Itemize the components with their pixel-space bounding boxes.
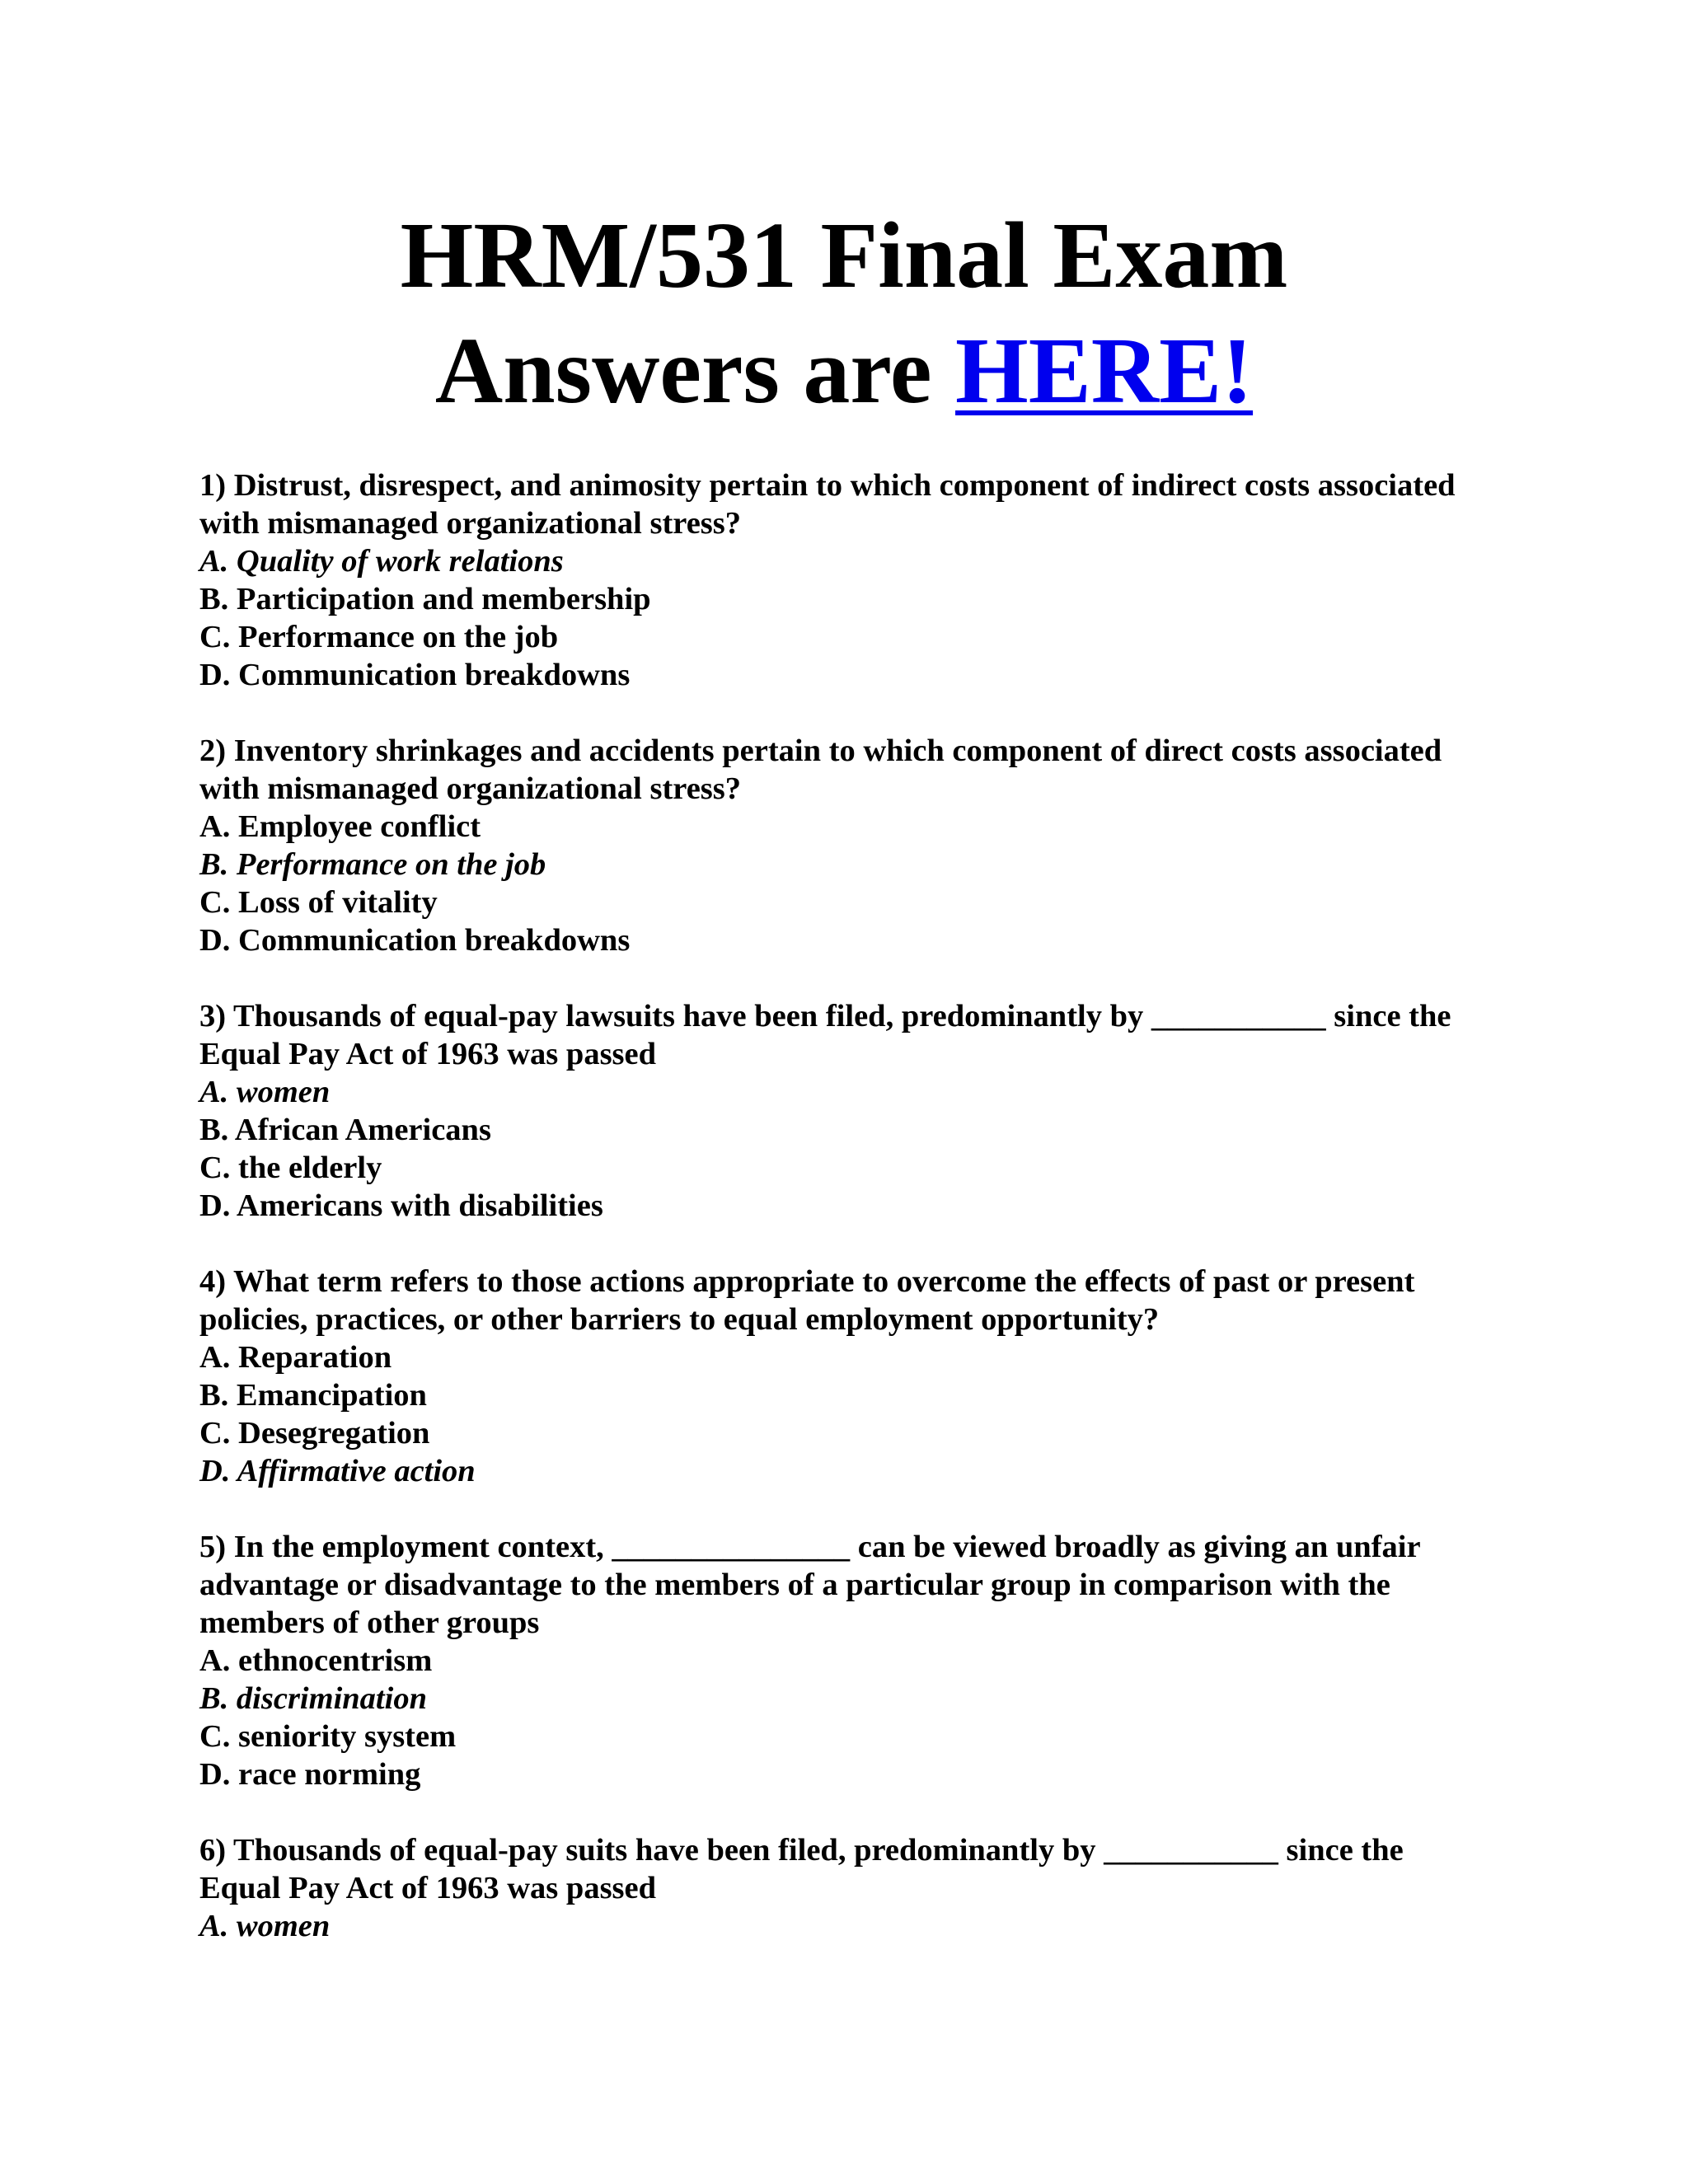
question-text: 1) Distrust, disrespect, and animosity pertain to which component of indirect costs associated with mismanaged organizational stress?	[199, 468, 1456, 541]
question-block	[199, 466, 1485, 694]
question-text: 6) Thousands of equal-pay suits have been filed, predominantly by ___________ since the Equal Pay Act of 1963 was passed	[199, 1833, 1404, 1905]
answer-option: D. race norming	[199, 1757, 421, 1792]
answer-option: B. African Americans	[199, 1113, 491, 1147]
answer-option: A. Reparation	[199, 1340, 392, 1375]
answer-option-correct: B. Performance on the job	[199, 847, 546, 882]
question-text: 3) Thousands of equal-pay lawsuits have been filed, predominantly by ___________ since the Equal Pay Act of 1963 was passed	[199, 999, 1451, 1071]
answer-option-correct: B. discrimination	[199, 1681, 427, 1716]
answer-option-correct: A. women	[199, 1075, 331, 1109]
answer-option-correct: D. Affirmative action	[199, 1454, 476, 1488]
answer-option-correct: A. Quality of work relations	[199, 544, 564, 579]
answer-option: C. the elderly	[199, 1151, 382, 1185]
title-line-2-prefix: Answers are	[434, 318, 956, 423]
title-line-2	[0, 313, 1688, 429]
answer-option: B. Participation and membership	[199, 582, 651, 616]
answer-option: C. Performance on the job	[199, 620, 559, 654]
title-line-1: HRM/531 Final Exam	[400, 203, 1288, 307]
answer-option: B. Emancipation	[199, 1378, 427, 1413]
answer-option: A. ethnocentrism	[199, 1643, 433, 1678]
question-block	[199, 732, 1485, 959]
question-text: 4) What term refers to those actions appropriate to overcome the effects of past or present policies, practices, or other barriers to equal employment opportunity?	[199, 1264, 1415, 1337]
answer-option: D. Americans with disabilities	[199, 1188, 603, 1223]
question-block	[199, 1528, 1485, 1793]
question-text: 5) In the employment context, _______________ can be viewed broadly as giving an unfair advantage or disadvantage to the members of a particular group in comparison with the members of other groups	[199, 1530, 1420, 1640]
answer-option: D. Communication breakdowns	[199, 923, 631, 958]
page-title	[0, 198, 1688, 429]
answer-option-correct: A. women	[199, 1909, 331, 1943]
answer-option: C. Desegregation	[199, 1416, 430, 1451]
answers-here-link[interactable]: HERE!	[955, 318, 1254, 423]
answer-option: D. Communication breakdowns	[199, 658, 631, 692]
answer-option: C. Loss of vitality	[199, 885, 438, 920]
answer-option: A. Employee conflict	[199, 809, 481, 844]
question-list	[199, 466, 1485, 1983]
question-block	[199, 1263, 1485, 1490]
answer-option: C. seniority system	[199, 1719, 457, 1754]
question-block	[199, 997, 1485, 1225]
question-text: 2) Inventory shrinkages and accidents pertain to which component of direct costs associated with mismanaged organizational stress?	[199, 733, 1442, 806]
question-block	[199, 1831, 1485, 1945]
